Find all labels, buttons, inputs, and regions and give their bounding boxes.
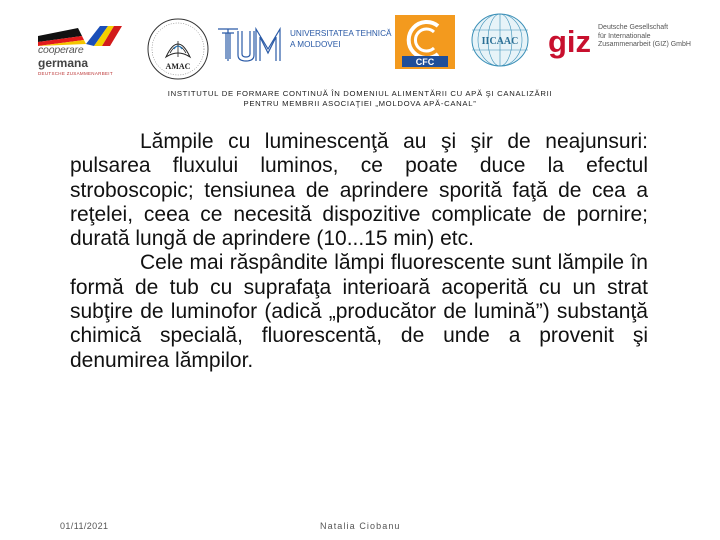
cfc-label: CFC xyxy=(415,57,435,67)
body-paragraph-2: Cele mai răspândite lămpi fluorescente sunt lămpile în formă de tub cu suprafaţa interioară acoperită cu un strat subţire de luminofor (adică „producător de lumină”) substanţă chimică specială, fluorescentă, de unde a provenit şi denumirea lămpilor. xyxy=(70,251,648,372)
giz-logo xyxy=(548,22,698,66)
footer-author: Natalia Ciobanu xyxy=(320,521,401,531)
utm-line2: A MOLDOVEI xyxy=(290,40,341,49)
giz-mark-icon xyxy=(548,22,596,62)
cooperare-text: cooperare xyxy=(38,44,84,56)
iicaac-label: IICAAC xyxy=(481,36,519,47)
iicaac-logo xyxy=(468,12,532,68)
amac-emblem-icon xyxy=(146,17,210,81)
body-paragraph-1: Lămpile cu luminescenţă au şi şir de neajunsuri: pulsarea fluxului luminos, ce poate duce la efectul stroboscopic; tensiunea de aprindere sporită faţă de cea a reţelei, ceea ce necesită dispozitive complicate de pornire; durată lungă de aprindere (10...15 min) etc. xyxy=(70,130,648,251)
giz-line1: Deutsche Gesellschaft xyxy=(598,24,669,31)
giz-line2: für Internationale xyxy=(598,32,651,40)
giz-text xyxy=(598,24,691,50)
institute-heading xyxy=(0,89,720,109)
slide-body xyxy=(70,130,648,373)
amac-logo xyxy=(146,17,210,81)
giz-line3: Zusammenarbeit (GIZ) GmbH xyxy=(598,41,691,48)
utm-text xyxy=(290,28,391,50)
germana-text: germana xyxy=(38,56,89,70)
institute-line2: PENTRU MEMBRII ASOCIAŢIEI „MOLDOVA APĂ-CANAL” xyxy=(243,99,477,108)
cooperare-germana-logo xyxy=(38,22,124,78)
institute-line1: INSTITUTUL DE FORMARE CONTINUĂ ÎN DOMENIUL ALIMENTĂRII CU APĂ ŞI CANALIZĂRII xyxy=(167,89,553,98)
utm-logo xyxy=(216,21,392,65)
footer-date: 01/11/2021 xyxy=(60,521,109,531)
cfc-emblem-icon xyxy=(394,14,456,70)
flags-icon xyxy=(38,24,122,46)
zusammenarbeit-text: DEUTSCHE ZUSAMMENARBEIT xyxy=(38,71,113,76)
amac-label: AMAC xyxy=(165,62,191,71)
cfc-logo xyxy=(394,14,456,70)
giz-mark: giz xyxy=(548,24,592,59)
iicaac-globe-icon xyxy=(468,12,532,68)
utm-line1: UNIVERSITATEA TEHNICĂ xyxy=(290,29,392,38)
utm-mark-icon xyxy=(216,21,288,65)
